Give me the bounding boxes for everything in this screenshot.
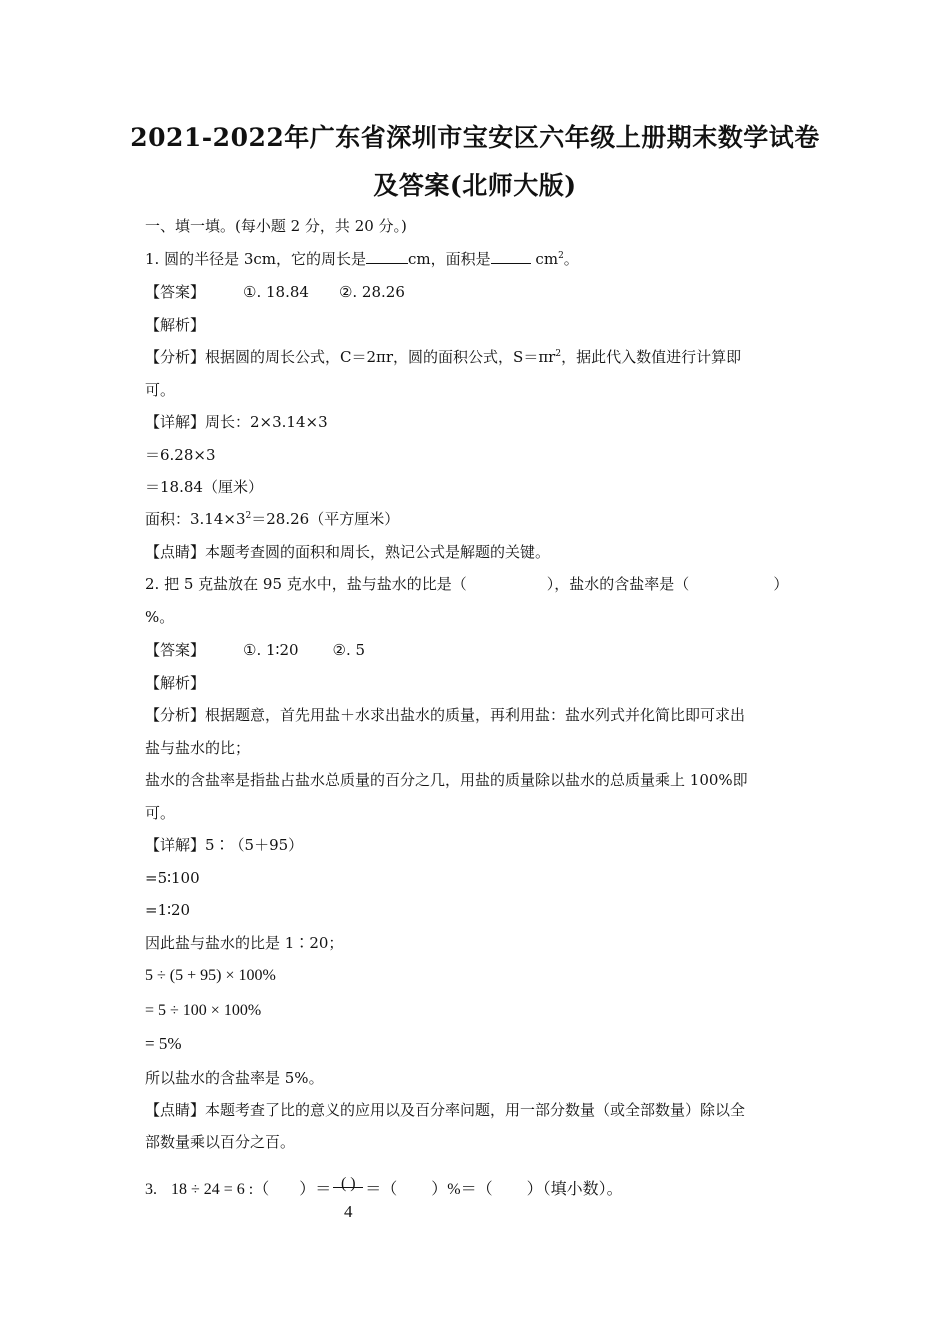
q3-equals-1: ）＝ <box>299 1181 332 1198</box>
q1-analysis <box>145 347 741 367</box>
q2-analysis-3: 盐水的含盐率是指盐占盐水总质量的百分之几，用盐的质量除以盐水的总质量乘上 100%即 <box>145 771 748 789</box>
q1-jiexi: 【解析】 <box>145 316 206 334</box>
q3-equals-2: ＝（ <box>365 1181 398 1198</box>
document-title-line1: 2021-2022年广东省深圳市宝安区六年级上册期末数学试卷 <box>130 123 820 152</box>
document-title-line2: 及答案(北师大版) <box>373 171 577 200</box>
q1-answer-1: ①. 18.84 <box>243 283 309 301</box>
q2-jiexi: 【解析】 <box>145 674 206 692</box>
q1-analysis-sup: 2 <box>555 349 562 359</box>
q1-detail-1: 【详解】周长：2×3.14×3 <box>145 413 328 431</box>
q2-detail-2: =5∶100 <box>145 869 200 887</box>
q2-analysis-1: 【分析】根据题意，首先用盐＋水求出盐水的质量，再利用盐：盐水列式并化简比即可求出 <box>145 706 746 724</box>
q1-analysis-b: ，据此代入数值进行计算即 <box>561 348 742 366</box>
q1-detail-4b: ＝28.26（平方厘米） <box>251 510 400 528</box>
q1-detail-2: ＝6.28×3 <box>145 446 216 464</box>
q1-answer-label: 【答案】 <box>145 283 206 301</box>
q2-detail-3: =1∶20 <box>145 901 191 919</box>
q1-detail-3: ＝18.84（厘米） <box>145 478 263 496</box>
q3-equals-3: ）%＝（ <box>431 1181 493 1198</box>
q3-fraction-bar <box>333 1187 363 1188</box>
q1-blank-1 <box>366 249 408 264</box>
q1-stem-sup: 2 <box>558 251 564 261</box>
q2-dianjing-1: 【点睛】本题考查了比的意义的应用以及百分率问题，用一部分数量（或全部数量）除以全 <box>145 1101 746 1119</box>
q1-stem-part-a: 1. 圆的半径是 3cm，它的周长是 <box>145 250 367 268</box>
q1-answer <box>145 282 405 302</box>
q3-expression: 18 ÷ 24 = 6 :（ <box>171 1181 270 1198</box>
q2-answer <box>145 640 365 660</box>
q1-detail-4sup: 2 <box>245 511 252 521</box>
q2-answer-2: ②. 5 <box>332 641 366 659</box>
q3-fraction <box>331 1168 365 1222</box>
q2-stem-part-c: ） <box>773 575 789 593</box>
question-3-stem <box>145 1168 623 1222</box>
q1-detail-4 <box>145 509 399 529</box>
q1-stem-part-d: 。 <box>563 250 579 268</box>
q3-tail: ）（填小数）。 <box>526 1181 623 1198</box>
q1-analysis-c: 可。 <box>145 381 176 399</box>
q2-answer-label: 【答案】 <box>145 641 206 659</box>
q1-dianjing: 【点睛】本题考查圆的面积和周长，熟记公式是解题的关键。 <box>145 543 551 561</box>
q2-stem-part-b: ），盐水的含盐率是（ <box>546 575 690 593</box>
section-heading: 一、填一填。(每小题 2 分，共 20 分。) <box>145 217 407 235</box>
q2-detail-5: 所以盐水的含盐率是 5%。 <box>145 1069 324 1087</box>
q2-stem-part-a: 2. 把 5 克盐放在 95 克水中，盐与盐水的比是（ <box>145 575 467 593</box>
q2-detail-4: 因此盐与盐水的比是 1∶20； <box>145 934 344 952</box>
q2-stem-part-d: %。 <box>145 608 175 626</box>
q1-detail-4a: 面积：3.14×3 <box>145 510 246 528</box>
q3-fraction-numerator: ( ) <box>340 1175 356 1193</box>
q1-analysis-a: 【分析】根据圆的周长公式，C＝2πr，圆的面积公式，S＝πr <box>145 348 556 366</box>
q3-fraction-denominator: 4 <box>344 1202 353 1222</box>
q2-analysis-2: 盐与盐水的比； <box>145 739 251 757</box>
q1-answer-2: ②. 28.26 <box>338 283 405 301</box>
q1-stem-part-b: cm，面积是 <box>408 250 491 268</box>
q2-analysis-4: 可。 <box>145 804 176 822</box>
q2-calc-2: = 5 ÷ 100 × 100% <box>145 1002 262 1019</box>
q3-number: 3. <box>145 1181 157 1198</box>
question-1-stem <box>145 249 579 269</box>
q1-blank-2 <box>491 249 531 264</box>
q2-detail-1: 【详解】5∶（5＋95） <box>145 836 304 854</box>
q1-stem-part-c: cm <box>530 250 559 268</box>
q2-calc-3: = 5% <box>145 1034 182 1053</box>
q2-calc-1: 5 ÷ (5 + 95) × 100% <box>145 967 276 984</box>
question-2-stem <box>145 574 788 594</box>
q2-dianjing-2: 部数量乘以百分之百。 <box>145 1133 296 1151</box>
q2-answer-1: ①. 1∶20 <box>243 641 299 659</box>
